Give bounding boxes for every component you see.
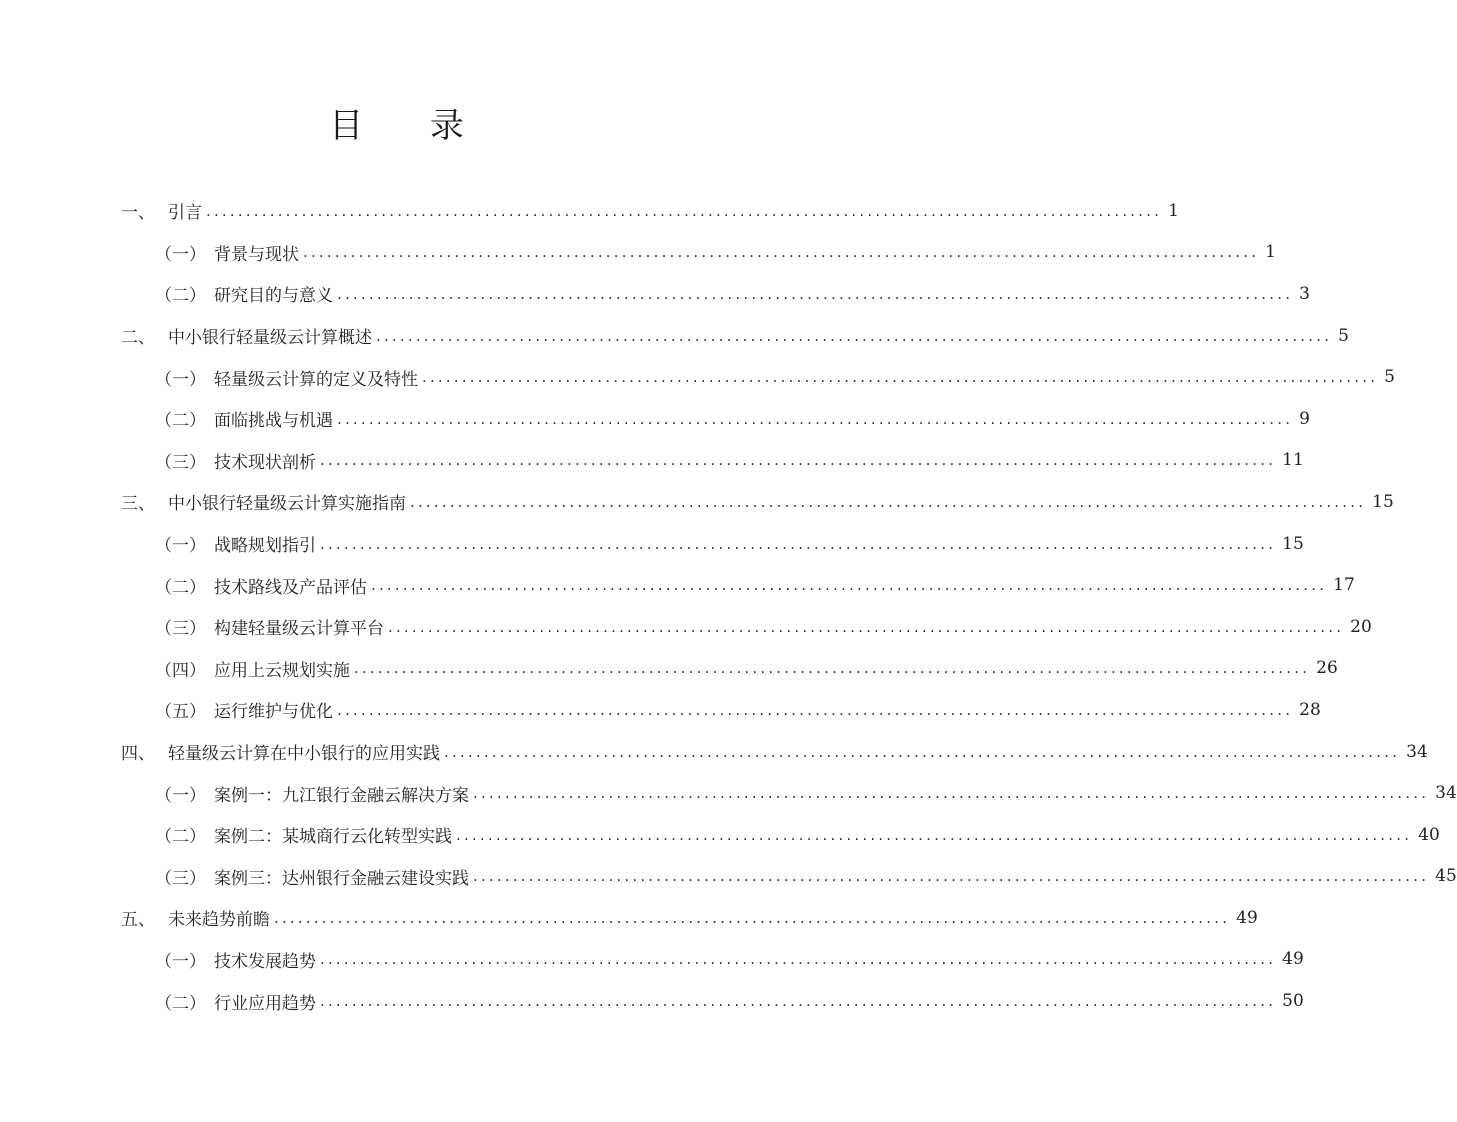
- toc-entry-page-number: 49: [1282, 949, 1304, 970]
- toc-entry-label: 中小银行轻量级云计算实施指南: [168, 494, 406, 515]
- toc-entry-page-number: 1: [1168, 200, 1179, 221]
- toc-leader-dots: ........................................................................................................................: [376, 326, 1333, 345]
- toc-entry-number: 五、: [121, 910, 155, 931]
- toc-entry-label: 面临挑战与机遇: [214, 411, 333, 432]
- toc-entry-number: 一、: [121, 203, 155, 224]
- toc-leader-dots: ........................................................................................................................: [337, 409, 1294, 428]
- table-of-contents: [0, 190, 1457, 1022]
- toc-leader-dots: ........................................................................................................................: [456, 825, 1413, 844]
- toc-entry[interactable]: [0, 273, 1310, 315]
- toc-entry-label: 构建轻量级云计算平台: [214, 619, 384, 640]
- toc-entry-number: （一）: [155, 536, 206, 557]
- toc-leader-dots: ........................................................................................................................: [337, 284, 1294, 303]
- toc-leader-dots: ........................................................................................................................: [303, 243, 1260, 262]
- toc-entry-label: 引言: [168, 203, 202, 224]
- toc-entry-page-number: 9: [1299, 408, 1310, 429]
- toc-entry-label: 未来趋势前瞻: [168, 910, 270, 931]
- toc-entry-label: 技术现状剖析: [214, 452, 316, 473]
- toc-leader-dots: ........................................................................................................................: [354, 659, 1311, 678]
- toc-entry-label: 案例一：九江银行金融云解决方案: [214, 785, 469, 806]
- toc-entry-number: （二）: [155, 993, 206, 1014]
- toc-entry-label: 中小银行轻量级云计算概述: [168, 328, 372, 349]
- toc-entry-page-number: 40: [1418, 824, 1440, 845]
- toc-entry-number: （二）: [155, 827, 206, 848]
- toc-entry-label: 案例二：某城商行云化转型实践: [214, 827, 452, 848]
- toc-entry-number: （一）: [155, 244, 206, 265]
- toc-leader-dots: ........................................................................................................................: [422, 368, 1379, 387]
- toc-entry[interactable]: [0, 481, 1394, 523]
- toc-entry[interactable]: [0, 356, 1395, 398]
- toc-leader-dots: ........................................................................................................................: [337, 700, 1294, 719]
- toc-entry[interactable]: [0, 523, 1304, 565]
- toc-entry-number: （四）: [155, 660, 206, 681]
- toc-entry-number: （一）: [155, 951, 206, 972]
- toc-entry-page-number: 5: [1384, 367, 1395, 388]
- toc-entry-page-number: 20: [1350, 616, 1372, 637]
- toc-entry-page-number: 26: [1316, 658, 1338, 679]
- toc-entry-label: 研究目的与意义: [214, 286, 333, 307]
- toc-entry-number: （三）: [155, 619, 206, 640]
- toc-entry-page-number: 5: [1338, 325, 1349, 346]
- toc-entry[interactable]: [0, 731, 1428, 773]
- toc-leader-dots: ........................................................................................................................: [320, 534, 1277, 553]
- toc-entry[interactable]: [0, 190, 1179, 232]
- toc-leader-dots: ........................................................................................................................: [473, 867, 1430, 886]
- toc-entry-label: 轻量级云计算的定义及特性: [214, 369, 418, 390]
- toc-entry-page-number: 15: [1282, 533, 1304, 554]
- toc-entry[interactable]: [0, 814, 1440, 856]
- toc-entry-number: （二）: [155, 286, 206, 307]
- toc-entry-page-number: 49: [1236, 907, 1258, 928]
- toc-entry[interactable]: [0, 980, 1304, 1022]
- toc-leader-dots: ........................................................................................................................: [320, 451, 1277, 470]
- toc-entry-label: 技术发展趋势: [214, 951, 316, 972]
- toc-entry-label: 轻量级云计算在中小银行的应用实践: [168, 744, 440, 765]
- toc-entry-page-number: 34: [1406, 741, 1428, 762]
- toc-entry-page-number: 15: [1372, 491, 1394, 512]
- toc-entry-page-number: 28: [1299, 699, 1321, 720]
- toc-leader-dots: ........................................................................................................................: [444, 742, 1401, 761]
- toc-entry-number: 三、: [121, 494, 155, 515]
- toc-entry-number: （一）: [155, 369, 206, 390]
- toc-entry-page-number: 50: [1282, 991, 1304, 1012]
- toc-entry[interactable]: [0, 648, 1338, 690]
- toc-leader-dots: ........................................................................................................................: [388, 617, 1345, 636]
- toc-entry-number: （五）: [155, 702, 206, 723]
- toc-entry-label: 行业应用趋势: [214, 993, 316, 1014]
- toc-leader-dots: ........................................................................................................................: [274, 908, 1231, 927]
- toc-entry[interactable]: [0, 440, 1304, 482]
- toc-entry[interactable]: [0, 398, 1310, 440]
- toc-entry[interactable]: [0, 897, 1258, 939]
- toc-entry-number: （二）: [155, 577, 206, 598]
- toc-entry-label: 运行维护与优化: [214, 702, 333, 723]
- toc-entry-page-number: 17: [1333, 575, 1355, 596]
- toc-entry-label: 战略规划指引: [214, 536, 316, 557]
- toc-entry-page-number: 34: [1435, 783, 1457, 804]
- toc-entry-number: 二、: [121, 328, 155, 349]
- toc-entry[interactable]: [0, 689, 1321, 731]
- toc-entry[interactable]: [0, 232, 1276, 274]
- toc-leader-dots: ........................................................................................................................: [320, 992, 1277, 1011]
- toc-entry[interactable]: [0, 939, 1304, 981]
- toc-entry-page-number: 1: [1265, 242, 1276, 263]
- toc-entry-label: 背景与现状: [214, 244, 299, 265]
- toc-entry-number: （一）: [155, 785, 206, 806]
- toc-leader-dots: ........................................................................................................................: [320, 950, 1277, 969]
- toc-leader-dots: ........................................................................................................................: [473, 784, 1430, 803]
- toc-entry-page-number: 11: [1282, 450, 1304, 471]
- toc-entry-number: （三）: [155, 452, 206, 473]
- toc-entry[interactable]: [0, 564, 1355, 606]
- toc-leader-dots: ........................................................................................................................: [206, 201, 1163, 220]
- toc-leader-dots: ........................................................................................................................: [410, 492, 1367, 511]
- toc-entry-label: 技术路线及产品评估: [214, 577, 367, 598]
- toc-entry-number: （三）: [155, 868, 206, 889]
- toc-entry-number: 四、: [121, 744, 155, 765]
- toc-entry[interactable]: [0, 772, 1457, 814]
- page-title: 目 录: [329, 106, 492, 146]
- toc-entry-page-number: 45: [1435, 866, 1457, 887]
- toc-entry-page-number: 3: [1299, 283, 1310, 304]
- toc-entry-number: （二）: [155, 411, 206, 432]
- toc-entry[interactable]: [0, 315, 1349, 357]
- toc-entry-label: 案例三：达州银行金融云建设实践: [214, 868, 469, 889]
- toc-leader-dots: ........................................................................................................................: [371, 576, 1328, 595]
- toc-entry[interactable]: [0, 606, 1372, 648]
- toc-entry-label: 应用上云规划实施: [214, 660, 350, 681]
- toc-entry[interactable]: [0, 856, 1457, 898]
